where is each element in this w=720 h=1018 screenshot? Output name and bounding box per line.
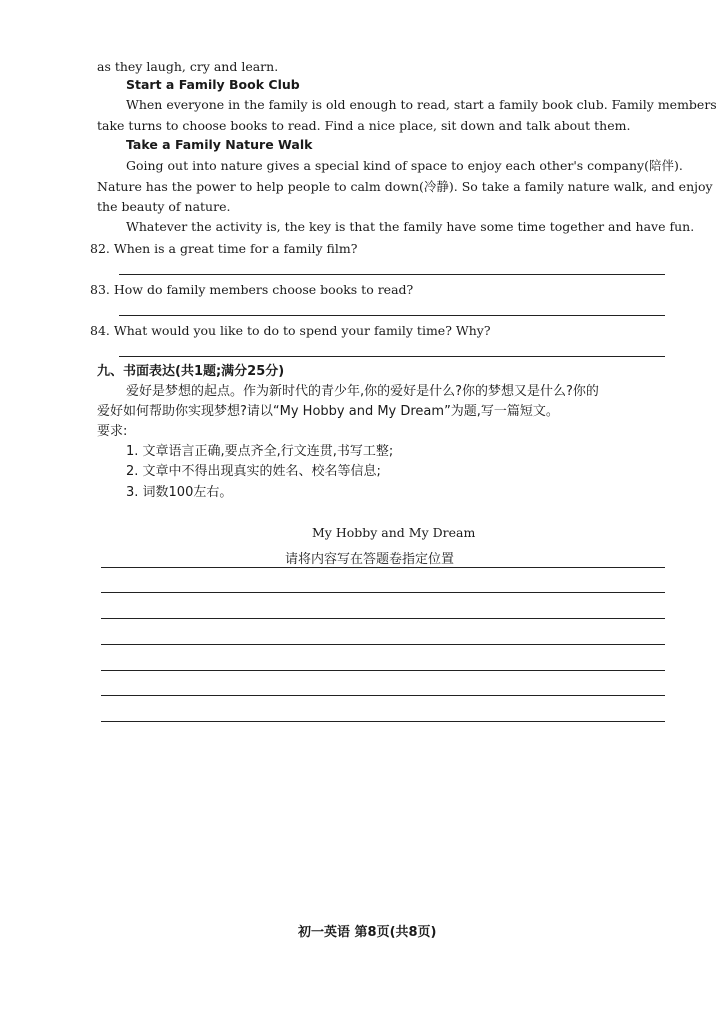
page-footer: 初一英语 第8页(共8页) bbox=[298, 925, 437, 940]
nature-walk-line-2: Nature has the power to help people to calm down(冷静). So take a family nature walk, and enjoy bbox=[97, 179, 713, 194]
passage-continuation: as they laugh, cry and learn. bbox=[97, 59, 279, 74]
section-heading-nature-walk: Take a Family Nature Walk bbox=[126, 137, 313, 152]
writing-line bbox=[101, 695, 665, 696]
writing-line bbox=[101, 592, 665, 593]
book-club-line-2: take turns to choose books to read. Find a nice place, sit down and talk about them. bbox=[97, 118, 631, 133]
writing-line bbox=[101, 670, 665, 671]
writing-line bbox=[101, 721, 665, 722]
requirement-1: 1. 文章语言正确,要点齐全,行文连贯,书写工整; bbox=[126, 444, 394, 459]
nature-walk-line-3: the beauty of nature. bbox=[97, 199, 231, 214]
essay-title: My Hobby and My Dream bbox=[312, 525, 476, 540]
book-club-line-1: When everyone in the family is old enough to read, start a family book club. Family members bbox=[126, 97, 717, 112]
passage-closing: Whatever the activity is, the key is that the family have some time together and have fun. bbox=[126, 219, 695, 234]
writing-prompt-line-1: 爱好是梦想的起点。作为新时代的青少年,你的爱好是什么?你的梦想又是什么?你的 bbox=[126, 384, 599, 399]
answer-instruction: 请将内容写在答题卷指定位置 bbox=[285, 552, 455, 567]
writing-prompt-line-2: 爱好如何帮助你实现梦想?请以“My Hobby and My Dream”为题,写一篇短文。 bbox=[97, 404, 559, 419]
requirements-label: 要求: bbox=[97, 424, 128, 439]
section-heading-book-club: Start a Family Book Club bbox=[126, 77, 300, 92]
writing-section-header: 九、书面表达(共1题;满分25分) bbox=[97, 364, 285, 379]
answer-line-84 bbox=[119, 356, 665, 357]
writing-line bbox=[101, 618, 665, 619]
answer-line-83 bbox=[119, 315, 665, 316]
requirement-3: 3. 词数100左右。 bbox=[126, 485, 233, 500]
requirement-2: 2. 文章中不得出现真实的姓名、校名等信息; bbox=[126, 464, 381, 479]
answer-line-82 bbox=[119, 274, 665, 275]
question-82: 82. When is a great time for a family film? bbox=[90, 241, 358, 256]
question-84: 84. What would you like to do to spend your family time? Why? bbox=[90, 323, 491, 338]
nature-walk-line-1: Going out into nature gives a special kind of space to enjoy each other's company(陪伴). bbox=[126, 158, 683, 173]
writing-line bbox=[101, 644, 665, 645]
question-83: 83. How do family members choose books to read? bbox=[90, 282, 414, 297]
writing-line bbox=[101, 567, 665, 568]
